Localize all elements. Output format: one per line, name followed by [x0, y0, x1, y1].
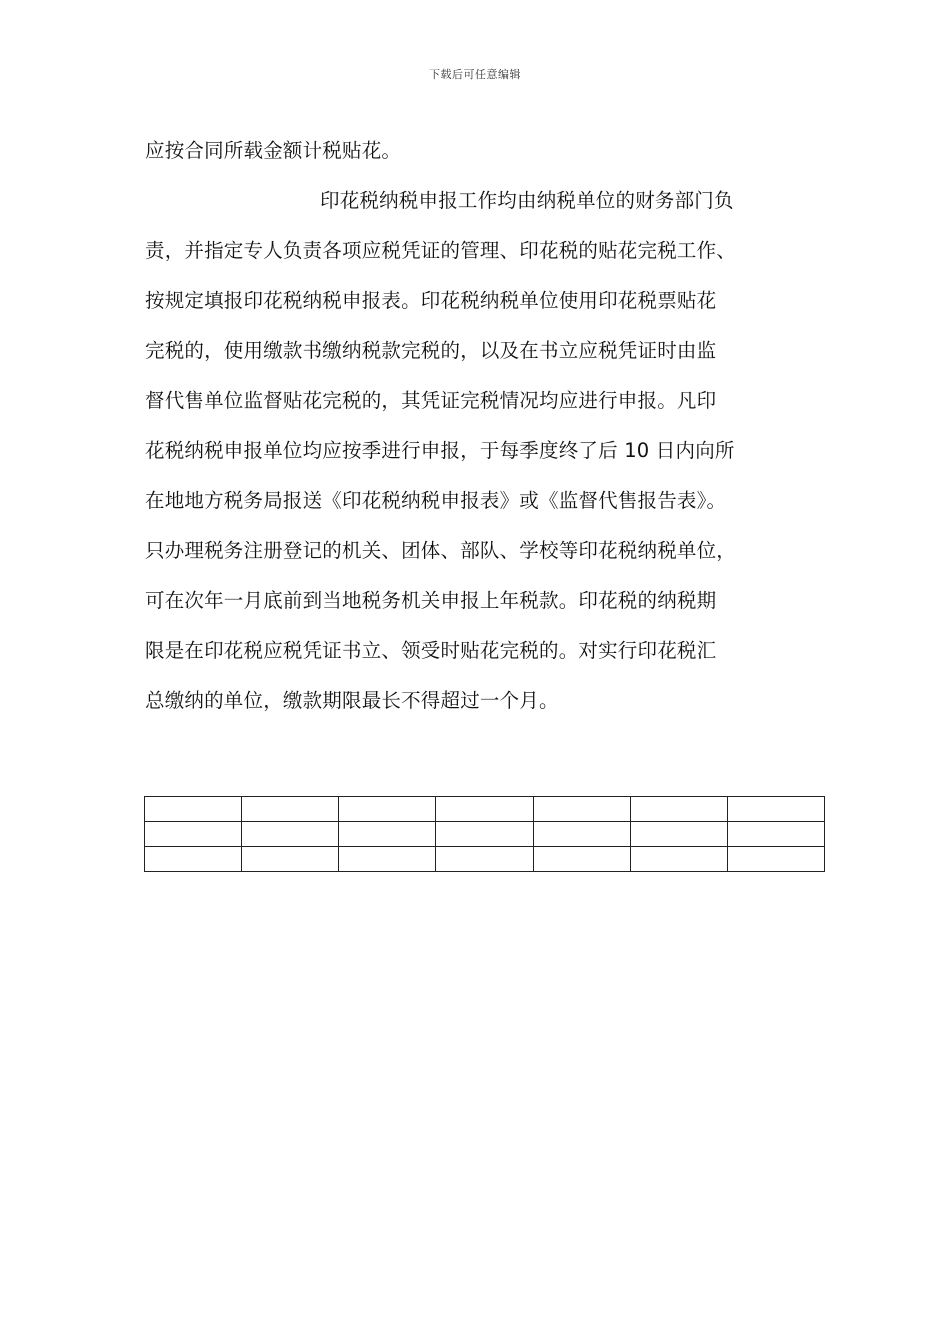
table-row [145, 822, 825, 847]
table-cell [630, 822, 727, 847]
table-cell [630, 847, 727, 872]
paragraph-line-8: 在地地方税务局报送《印花税纳税申报表》或《监督代售报告表》。 [145, 489, 727, 512]
table-cell [339, 847, 436, 872]
paragraph-line-7: 花税纳税申报单位均应按季进行申报，于每季度终了后 10 日内向所 [145, 439, 735, 462]
paragraph-line-12: 总缴纳的单位，缴款期限最长不得超过一个月。 [145, 689, 559, 712]
empty-table [144, 796, 825, 872]
table-cell [533, 797, 630, 822]
table-row [145, 797, 825, 822]
paragraph-line-6: 督代售单位监督贴花完税的，其凭证完税情况均应进行申报。凡印 [145, 389, 717, 412]
paragraph-line-2: 印花税纳税申报工作均由纳税单位的财务部门负 [320, 189, 734, 212]
table-cell [339, 822, 436, 847]
table-cell [339, 797, 436, 822]
table-cell [242, 797, 339, 822]
table-cell [145, 797, 242, 822]
paragraph-line-10: 可在次年一月底前到当地税务机关申报上年税款。印花税的纳税期 [145, 589, 717, 612]
table-cell [145, 822, 242, 847]
table-cell [242, 847, 339, 872]
paragraph-line-1: 应按合同所载金额计税贴花。 [145, 139, 402, 162]
page-header: 下载后可任意编辑 [429, 68, 521, 81]
table-cell [436, 797, 533, 822]
paragraph-line-3: 责，并指定专人负责各项应税凭证的管理、印花税的贴花完税工作、 [145, 239, 737, 262]
table-cell [242, 822, 339, 847]
paragraph-line-4: 按规定填报印花税纳税申报表。印花税纳税单位使用印花税票贴花 [145, 289, 717, 312]
paragraph-line-9: 只办理税务注册登记的机关、团体、部队、学校等印花税纳税单位， [145, 539, 737, 562]
table-cell [727, 847, 824, 872]
table-cell [436, 822, 533, 847]
table-cell [145, 847, 242, 872]
table-cell [533, 847, 630, 872]
table-cell [727, 822, 824, 847]
table-cell [630, 797, 727, 822]
table-cell [533, 822, 630, 847]
paragraph-line-11: 限是在印花税应税凭证书立、领受时贴花完税的。对实行印花税汇 [145, 639, 717, 662]
table-row [145, 847, 825, 872]
table-cell [436, 847, 533, 872]
table-cell [727, 797, 824, 822]
paragraph-line-5: 完税的，使用缴款书缴纳税款完税的，以及在书立应税凭证时由监 [145, 339, 717, 362]
